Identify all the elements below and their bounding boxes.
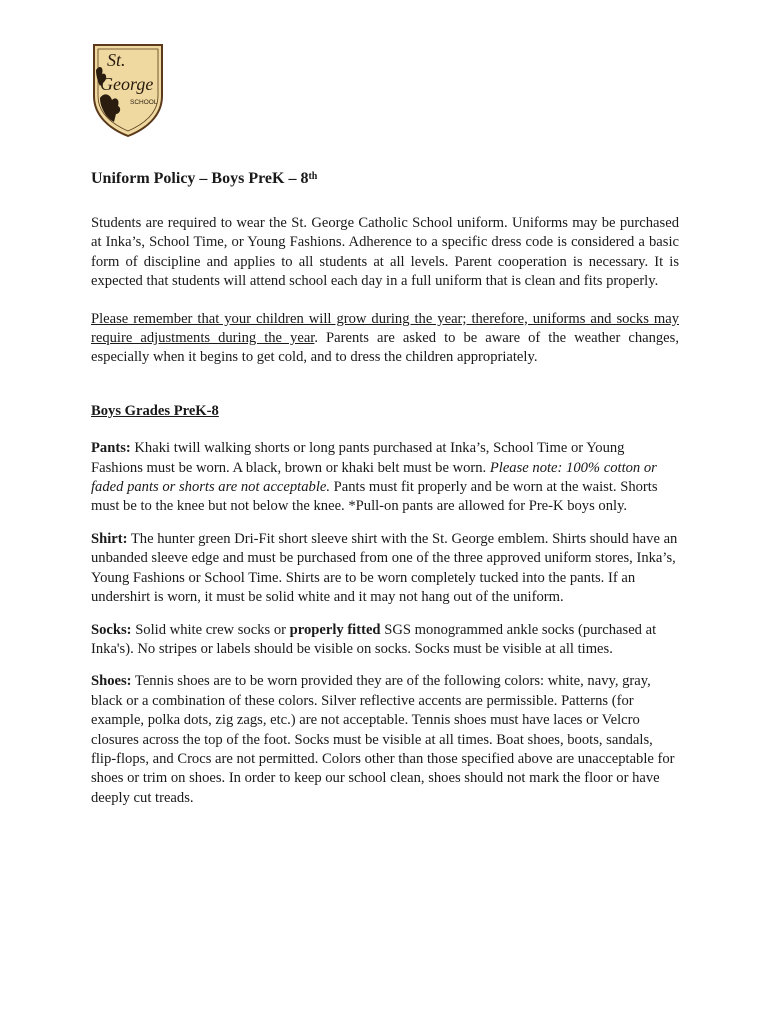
growth-reminder-underlined: Please remember that your children will grow during the year; therefore, uniforms and socks may require adjustments during the year: [91, 310, 679, 347]
school-crest-logo: [90, 42, 166, 138]
title-superscript: th: [308, 171, 318, 182]
logo-text-st: St.: [107, 50, 126, 70]
socks-label: Socks:: [91, 621, 132, 638]
socks-text-2: SGS monogrammed ankle socks (purchased at Inka's). No stripes or labels should be visible on socks. Socks must be visible at all times.: [91, 621, 657, 657]
shoes-policy: [91, 672, 679, 808]
shirt-policy: [91, 530, 679, 608]
socks-policy: [91, 621, 679, 660]
pants-text-1: Khaki twill walking shorts or long pants purchased at Inka’s, School Time or Young Fashions must be worn. A black, brown or khaki belt must be worn.: [91, 440, 625, 476]
shoes-text: Tennis shoes are to be worn provided they are of the following colors: white, navy, gray, black or a combination of these colors. Silver reflective accents are permissible. Patterns (for example, polka dots, zig zags, etc.) are not acceptable. Tennis shoes must have laces or Velcro closures across the top of the foot. Socks must be visible at all times. Boat shoes, boots, sandals, flip-flops, and Crocs are not permitted. Colors other than those specified above are unacceptable for shoes or trim on shoes. In order to keep our school clean, shoes should not mark the floor or have deeply cut treads.: [91, 673, 675, 806]
shoes-label: Shoes:: [91, 673, 132, 690]
page-title: [91, 168, 679, 190]
intro-paragraph: Students are required to wear the St. George Catholic School uniform. Uniforms may be purchased at Inka’s, School Time, or Young Fashions. Adherence to a specific dress code is considered a basic form of discipline and applies to all students at all levels. Parent cooperation is necessary. It is expected that students will attend school each day in a full uniform that is clean and fits properly.: [91, 215, 679, 290]
document-body: [91, 168, 679, 821]
pants-text-2: Pants must fit properly and be worn at the waist. Shorts must be to the knee but not below the knee. *Pull-on pants are allowed for Pre-K boys only.: [91, 479, 658, 515]
logo-text-george: George: [100, 74, 154, 94]
socks-text-1: Solid white crew socks or: [131, 621, 290, 638]
section-heading: Boys Grades PreK-8: [91, 402, 219, 419]
shirt-text: The hunter green Dri-Fit short sleeve shirt with the St. George emblem. Shirts should have an unbanded sleeve edge and must be purchased from one of the three approved uniform stores, Inka’s, Young Fashions or School Time. Shirts are to be worn completely tucked into the pants. If an undershirt is worn, it must be solid white and it may not hang out of the uniform.: [91, 530, 678, 606]
shirt-label: Shirt:: [91, 530, 128, 547]
pants-label: Pants:: [91, 440, 131, 457]
socks-bold-text: properly fitted: [289, 621, 381, 638]
growth-reminder-rest: . Parents are asked to be aware of the weather changes, especially when it begins to get cold, and to dress the children appropriately.: [91, 330, 679, 366]
pants-note: Please note: 100% cotton or faded pants or shorts are not acceptable.: [91, 459, 657, 496]
title-text: Uniform Policy – Boys PreK – 8: [91, 170, 309, 187]
pants-policy: [91, 439, 679, 517]
logo-text-school: SCHOOL: [130, 99, 158, 106]
growth-reminder-paragraph: [91, 310, 679, 368]
